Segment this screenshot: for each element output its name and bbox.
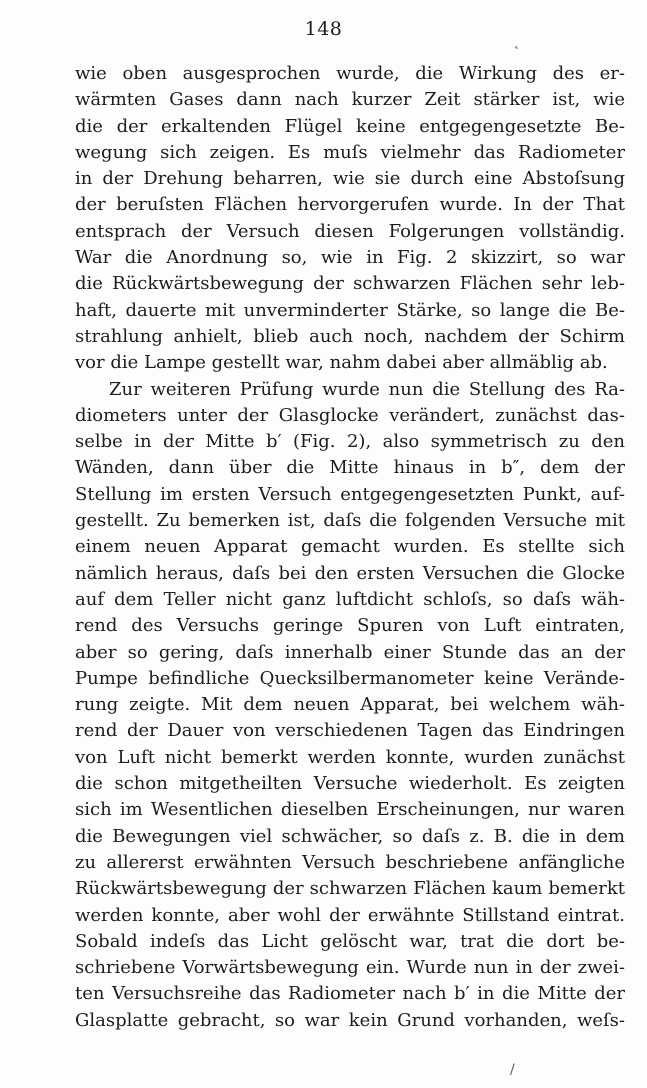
text-line: wärmten Gases dann nach kurzer Zeit stärker ist, wie: [75, 89, 625, 111]
text-line: die der erkaltenden Flügel keine entgegengesetzte Be-: [75, 115, 625, 137]
text-line: rend des Versuchs geringe Spuren von Luft eintraten,: [75, 615, 625, 637]
text-line: auf dem Teller nicht ganz luftdicht schloſs, so daſs wäh-: [75, 588, 625, 610]
text-line: aber so gering, daſs innerhalb einer Stunde das an der: [75, 641, 625, 663]
page-number: 148: [304, 18, 343, 40]
text-line: schriebene Vorwärtsbewegung ein. Wurde nun in der zwei-: [75, 957, 625, 979]
text-line: nämlich heraus, daſs bei den ersten Versuchen die Glocke: [75, 562, 625, 584]
text-line: gestellt. Zu bemerken ist, daſs die folgenden Versuche mit: [75, 510, 625, 532]
text-line: die schon mitgetheilten Versuche wiederholt. Es zeigten: [75, 773, 625, 795]
text-line: selbe in der Mitte b′ (Fig. 2), also symmetrisch zu den: [75, 431, 625, 453]
text-line: rend der Dauer von verschiedenen Tagen das Eindringen: [75, 720, 625, 742]
stray-mark-top: ˛: [513, 34, 520, 50]
body-text: [75, 61, 625, 1034]
text-line: Rückwärtsbewegung der schwarzen Flächen kaum bemerkt: [75, 878, 625, 900]
text-line: Stellung im ersten Versuch entgegengesetzten Punkt, auf-: [75, 483, 625, 505]
text-line: werden konnte, aber wohl der erwähnte Stillstand eintrat.: [75, 904, 625, 926]
text-line: von Luft nicht bemerkt werden konnte, wurden zunächst: [75, 746, 625, 768]
text-line: in der Drehung beharren, wie sie durch eine Abstoſsung: [75, 168, 625, 190]
text-line: rung zeigte. Mit dem neuen Apparat, bei welchem wäh-: [75, 694, 625, 716]
text-line: wie oben ausgesprochen wurde, die Wirkung des er-: [75, 63, 625, 84]
text-line: der beruſsten Flächen hervorgerufen wurde. In der That: [75, 194, 625, 216]
text-line: ten Versuchsreihe das Radiometer nach b′ in die Mitte der: [75, 983, 625, 1005]
text-line: diometers unter der Glasglocke verändert, zunächst das-: [75, 404, 625, 426]
text-line: einem neuen Apparat gemacht wurden. Es stellte sich: [75, 536, 625, 558]
text-line: die Rückwärtsbewegung der schwarzen Flächen sehr leb-: [75, 273, 625, 295]
text-line: War die Anordnung so, wie in Fig. 2 skizzirt, so war: [75, 247, 625, 269]
text-line: zu allererst erwähnten Versuch beschriebene anfängliche: [75, 851, 625, 873]
text-line: die Bewegungen viel schwächer, so daſs z. B. die in dem: [75, 825, 625, 847]
text-line: Pumpe befindliche Quecksilbermanometer keine Verände-: [75, 667, 625, 689]
text-line: Sobald indeſs das Licht gelöscht war, trat die dort be-: [75, 930, 625, 952]
text-line-paragraph-start: Zur weiteren Prüfung wurde nun die Stellung des Ra-: [109, 378, 625, 400]
stray-mark-bottom: /: [510, 1062, 515, 1078]
text-line: sich im Wesentlichen dieselben Erscheinungen, nur waren: [75, 799, 625, 821]
text-line: wegung sich zeigen. Es muſs vielmehr das Radiometer: [75, 141, 625, 163]
text-line: strahlung anhielt, blieb auch noch, nachdem der Schirm: [75, 325, 625, 347]
text-line: entsprach der Versuch diesen Folgerungen vollständig.: [75, 220, 625, 242]
text-line-paragraph-end: vor die Lampe gestellt war, nahm dabei aber allmäblig ab.: [75, 352, 608, 374]
text-line: Wänden, dann über die Mitte hinaus in b″, dem der: [75, 457, 625, 479]
text-line: Glasplatte gebracht, so war kein Grund vorhanden, weſs-: [75, 1009, 625, 1031]
text-line: haft, dauerte mit unverminderter Stärke, so lange die Be-: [75, 299, 625, 321]
